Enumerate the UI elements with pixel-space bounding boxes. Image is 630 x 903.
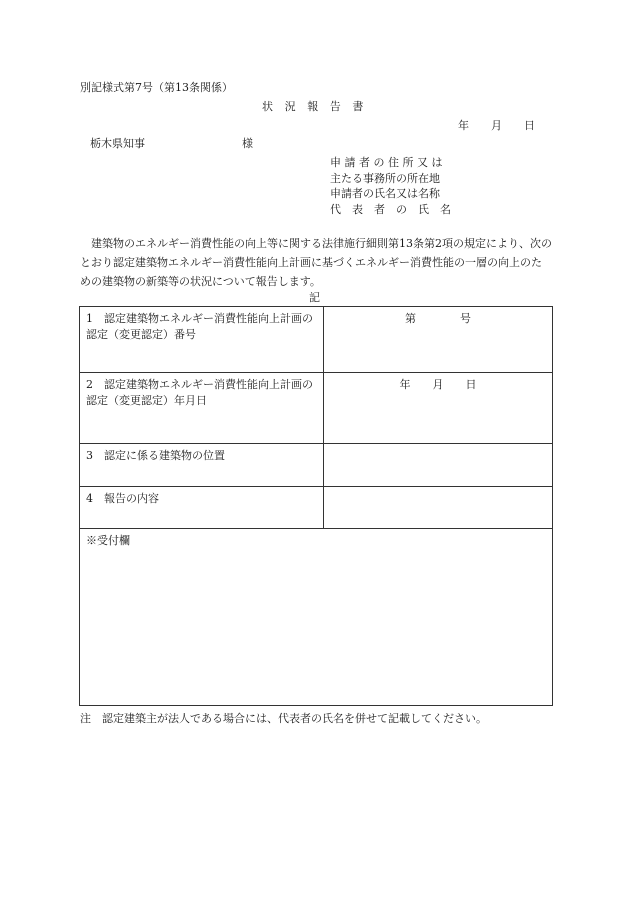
- date-field[interactable]: 年 月 日: [458, 119, 535, 132]
- representative-name-label: 代 表 者 の 氏 名: [330, 202, 451, 216]
- applicant-name-label: 申請者の氏名又は名称: [330, 187, 440, 200]
- report-table: [79, 306, 553, 706]
- row-label: 1 認定建築物エネルギー消費性能向上計画の認定（変更認定）番号: [80, 307, 324, 373]
- honorific: 様: [242, 137, 253, 150]
- applicant-address-label: 申 請 者 の 住 所 又 は: [330, 156, 443, 169]
- applicant-block: [330, 155, 451, 217]
- report-content-field[interactable]: [324, 487, 553, 529]
- table-row: [80, 307, 553, 373]
- building-location-field[interactable]: [324, 444, 553, 487]
- approval-number-field[interactable]: 第 号: [324, 307, 553, 373]
- footnote: 注 認定建築主が法人である場合には、代表者の氏名を併せて記載してください。: [80, 712, 487, 725]
- reception-field[interactable]: ※受付欄: [80, 529, 553, 706]
- table-row: [80, 444, 553, 487]
- body-paragraph: 建築物のエネルギー消費性能の向上等に関する法律施行細則第13条第2項の規定により、次のとおり認定建築物エネルギー消費性能向上計画に基づくエネルギー消費性能の一層の向上のための建築物の新築等の状況について報告します。: [80, 237, 552, 288]
- page-title: 状 況 報 告 書: [262, 100, 364, 113]
- applicant-office-label: 主たる事務所の所在地: [330, 171, 440, 185]
- approval-date-field[interactable]: 年 月 日: [324, 373, 553, 444]
- row-label: 4 報告の内容: [80, 487, 324, 529]
- ki-marker: 記: [309, 291, 320, 304]
- row-label: 3 認定に係る建築物の位置: [80, 444, 324, 487]
- form-number: 別記様式第7号（第13条関係）: [80, 81, 233, 94]
- table-row: [80, 529, 553, 706]
- table-row: [80, 487, 553, 529]
- row-label: 2 認定建築物エネルギー消費性能向上計画の認定（変更認定）年月日: [80, 373, 324, 444]
- addressee: 栃木県知事: [90, 137, 145, 150]
- table-row: [80, 373, 553, 444]
